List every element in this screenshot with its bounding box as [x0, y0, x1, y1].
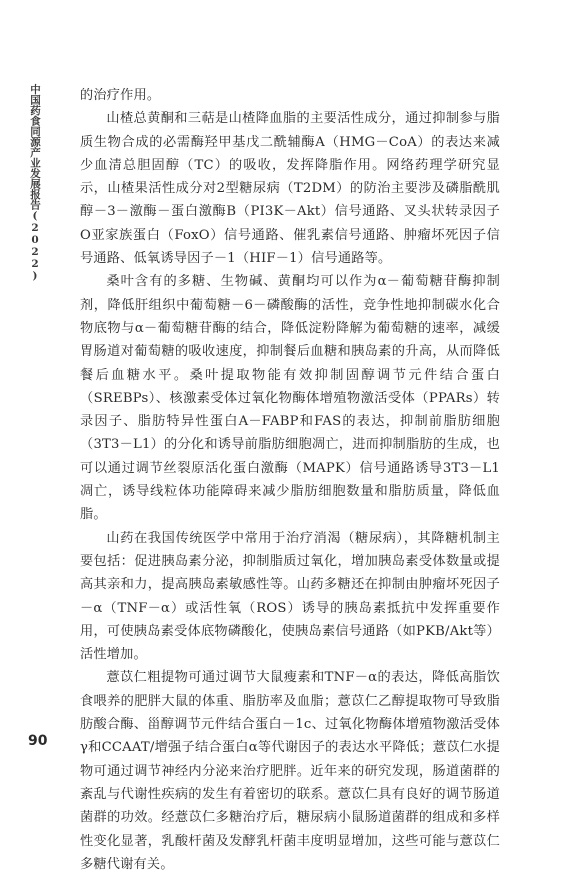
paragraph-chinese-yam: 山药在我国传统医学中常用于治疗消渴（糖尿病），其降糖机制主要包括：促进胰岛素分泌，抑制脂质过氧化，增加胰岛素受体数量或提高其亲和力，提高胰岛素敏感性等。山药多糖还在抑制由肿瘤坏死因子－α（TNF－α）或活性氧（ROS）诱导的胰岛素抵抗中发挥重要作用，可使胰岛素受体底物磷酸化，使胰岛素信号通路（如PKB/Akt等）活性增加。	[80, 530, 500, 663]
paragraph-coix-seed: 薏苡仁粗提物可通过调节大鼠瘦素和TNF－α的表达，降低高脂饮食喂养的肥胖大鼠的体重、脂肪率及血脂；薏苡仁乙醇提取物可导致脂肪酸合酶、甾醇调节元件结合蛋白－1c、过氧化物酶体增殖物激活受体γ和CCAAT/增强子结合蛋白α等代谢因子的表达水平降低；薏苡仁水提物可通过调节神经内分泌来治疗肥胖。近年来的研究发现，肠道菌群的紊乱与代谢性疾病的发生有着密切的联系。薏苡仁具有良好的调节肠道菌群的功效。经薏苡仁多糖治疗后，糖尿病小鼠肠道菌群的组成和多样性变化显著，乳酸杆菌及发酵乳杆菌丰度明显增加，这些可能与薏苡仁多糖代谢有关。	[80, 670, 500, 872]
page-number: 90	[28, 733, 48, 749]
paragraph-continuation: 的治疗作用。	[80, 88, 161, 103]
paragraph-mulberry-leaf: 桑叶含有的多糖、生物碱、黄酮均可以作为α－葡萄糖苷酶抑制剂，降低肝组织中葡萄糖－6－磷酸酶的活性，竞争性地抑制碳水化合物底物与α－葡萄糖苷酶的结合，降低淀粉降解为葡萄糖的速率，减缓胃肠道对葡萄糖的吸收速度，抑制餐后血糖和胰岛素的升高，从而降低餐后血糖水平。桑叶提取物能有效抑制固醇调节元件结合蛋白（SREBPs）、核激素受体过氧化物酶体增殖物激活受体（PPARs）转录因子、脂肪特异性蛋白A－FABP和FAS的表达，抑制前脂肪细胞（3T3－L1）的分化和诱导前脂肪细胞凋亡，进而抑制脂肪的生成，也可以通过调节丝裂原活化蛋白激酶（MAPK）信号通路诱导3T3－L1凋亡，诱导线粒体功能障碍来减少脂肪细胞数量和脂肪质量，降低血脂。	[80, 274, 500, 523]
running-book-title: 中国药食同源产业发展报告(2022)	[29, 84, 41, 282]
page-body	[80, 84, 500, 876]
paragraph-hawthorn: 山楂总黄酮和三萜是山楂降血脂的主要活性成分，通过抑制参与脂质生物合成的必需酶羟甲基戊二酰辅酶A（HMG－CoA）的表达来减少血清总胆固醇（TC）的吸收，发挥降脂作用。网络药理学研究显示，山楂果活性成分对2型糖尿病（T2DM）的防治主要涉及磷脂酰肌醇－3－激酶－蛋白激酶B（PI3K－Akt）信号通路、叉头状转录因子O亚家族蛋白（FoxO）信号通路、催乳素信号通路、肿瘤坏死因子信号通路、低氧诱导因子－1（HIF－1）信号通路等。	[80, 111, 500, 267]
